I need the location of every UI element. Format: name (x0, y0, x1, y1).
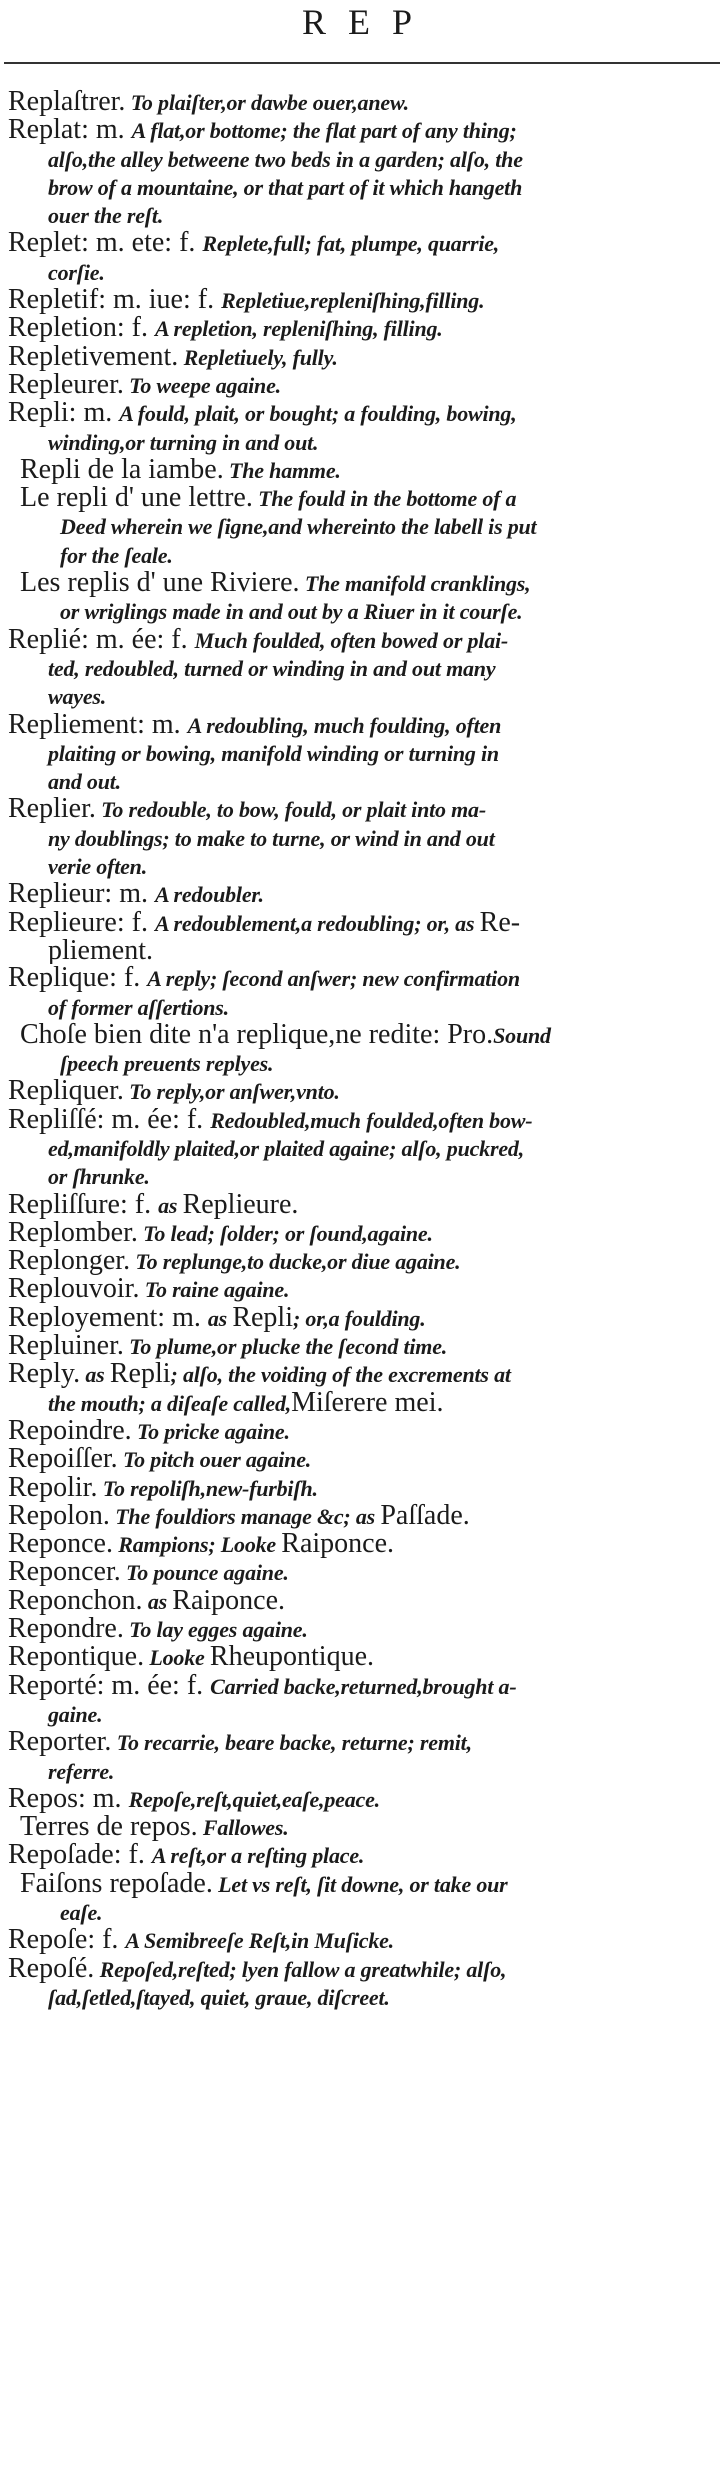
headword: Repli de la iambe. (20, 455, 224, 485)
definition-text: To replunge,to ducke,or diue againe. (130, 1249, 461, 1275)
headword: Choſe bien dite n'a replique,ne redite: Pro. (20, 1020, 494, 1050)
dictionary-entry (0, 1360, 720, 1417)
dictionary-entry (0, 1304, 720, 1332)
entry-line (8, 824, 720, 852)
dictionary-entry (0, 1247, 720, 1275)
entry-line (8, 993, 720, 1021)
grammar-text: Rheupontique. (209, 1643, 374, 1672)
headword: Reployement (8, 1303, 158, 1333)
entry-line (8, 1983, 720, 2011)
grammar-text: : f. (119, 1190, 159, 1219)
headword: Repliement (8, 710, 138, 739)
definition-text: ted, redoubled, turned or winding in and out many (48, 655, 496, 681)
entry-line (20, 1813, 720, 1841)
headword: Repoſé. (8, 1954, 95, 1983)
entry-line (8, 711, 720, 739)
headword: Reponce. (8, 1530, 113, 1559)
entry-line (8, 654, 720, 682)
definition-text: A reply; ſecond anſwer; new confirmation (147, 966, 520, 992)
dictionary-entry (0, 1474, 720, 1502)
definition-text: as (207, 1305, 233, 1331)
sub-entry (0, 1021, 720, 1078)
entry-line (8, 1643, 720, 1671)
definition-text: or ſhrunke. (48, 1164, 150, 1190)
headword: Reporter. (8, 1728, 112, 1757)
definition-text: wayes. (48, 684, 107, 710)
definition-text: A redoubler. (154, 882, 264, 908)
entry-line (8, 88, 720, 116)
grammar-text: : m. iue: f. (98, 286, 222, 315)
dictionary-entry (0, 1728, 720, 1785)
headword: Repoindre. (8, 1416, 132, 1446)
definition-text: brow of a mountaine, or that part of it which hangeth (48, 174, 523, 200)
headword: Replaſtrer. (8, 88, 126, 117)
grammar-text: : f. (109, 964, 148, 993)
headword: Reponchon. (8, 1586, 143, 1616)
dictionary-entry (0, 1106, 720, 1191)
header-rule (4, 62, 720, 64)
entry-line (8, 795, 720, 823)
definition-text: To redouble, to bow, fould, or plait into ma- (95, 797, 486, 823)
running-head: REP (301, 2, 435, 42)
headword: Repletion (8, 314, 117, 343)
entry-line (8, 1106, 720, 1134)
definition-text: as (142, 1588, 173, 1614)
definition-text: To pounce againe. (120, 1560, 289, 1586)
definition-text: A redoubling, much foulding, often (187, 712, 502, 738)
grammar-text: : m. (104, 880, 155, 909)
entry-line (8, 682, 720, 710)
headword: Repliſſure (8, 1190, 120, 1219)
entry-line (8, 1785, 720, 1813)
headword: Repletivement. (8, 342, 179, 371)
definition-text: ; alſo, the voiding of the excrements at (170, 1362, 511, 1388)
entry-line (8, 1615, 720, 1643)
headword: Replonger. (8, 1247, 131, 1276)
dictionary-entry (0, 964, 720, 1021)
definition-text: To pricke againe. (131, 1418, 290, 1444)
sub-entry (0, 1870, 720, 1927)
definition-text: A Semibreeſe Reſt,in Muſicke. (125, 1928, 394, 1954)
entry-line (8, 428, 720, 456)
entry-line (8, 1360, 720, 1388)
definition-text: Carried backe,returned,brought a- (210, 1673, 517, 1699)
definition-text: To recarrie, beare backe, returne; remit, (111, 1730, 472, 1756)
dictionary-entry (0, 1643, 720, 1671)
definition-text: To lead; ſolder; or ſound,againe. (137, 1220, 433, 1246)
sub-entry (0, 569, 720, 626)
headword: Replouvoir. (8, 1275, 140, 1304)
grammar-text: Raiponce. (172, 1586, 286, 1616)
dictionary-entry (0, 343, 720, 371)
dictionary-entry (0, 88, 720, 116)
headword: Replet (8, 229, 82, 258)
grammar-text: : m. (81, 116, 132, 145)
headword: Repontique. (8, 1643, 145, 1672)
definition-text: To plume,or plucke the ſecond time. (123, 1334, 448, 1360)
entry-line (8, 343, 720, 371)
definition-text: A fould, plait, or bought; a foulding, bowing, (119, 401, 517, 427)
definition-text: of former aſſertions. (48, 994, 229, 1020)
entry-line (8, 1530, 720, 1558)
definition-text: Looke (144, 1645, 210, 1671)
headword: Replomber. (8, 1218, 138, 1248)
dictionary-entry (0, 880, 720, 908)
dictionary-entry (0, 1530, 720, 1558)
definition-text: and out. (48, 769, 121, 795)
dictionary-entry (0, 1558, 720, 1586)
entry-line (20, 569, 720, 597)
grammar-text: Miſerere mei. (291, 1388, 444, 1417)
dictionary-entry (0, 1191, 720, 1219)
dictionary-entry (0, 1077, 720, 1105)
definition-text: Repoſe,reſt,quiet,eaſe,peace. (128, 1786, 380, 1812)
entry-line (8, 145, 720, 173)
dictionary-entry (0, 399, 720, 456)
grammar-text: : m. ée: f. (96, 1105, 211, 1134)
entry-line (8, 1474, 720, 1502)
dictionary-entry (0, 1841, 720, 1869)
definition-text: ſpeech preuents replyes. (60, 1051, 274, 1077)
headword: Le repli d' une lettre. (20, 484, 253, 513)
dictionary-entry (0, 1219, 720, 1247)
headword: Repos (8, 1784, 78, 1814)
headword: Repletif (8, 286, 99, 315)
definition-text: ny doublings; to make to turne, or wind in and out (48, 825, 495, 851)
headword: Reply. (8, 1360, 81, 1389)
entry-line (8, 1304, 720, 1332)
definition-text: To plaiſter,or dawbe ouer,anew. (125, 90, 409, 115)
headword: Reporté (8, 1671, 97, 1700)
entry-line (8, 1926, 720, 1954)
entry-line (8, 852, 720, 880)
dictionary-entry (0, 229, 720, 286)
definition-text: To raine againe. (139, 1277, 290, 1303)
entry-line (8, 1332, 720, 1360)
definition-text: A flat,or bottome; the flat part of any thing; (131, 118, 517, 144)
entry-line (8, 1558, 720, 1586)
definition-text: Deed wherein we ſigne,and whereinto the labell is put (60, 514, 537, 540)
entry-line (8, 739, 720, 767)
entry-line (8, 258, 720, 286)
definition-text: plaiting or bowing, manifold winding or turning in (48, 740, 499, 766)
definition-text: as (158, 1192, 183, 1218)
headword: Repoſade (8, 1841, 114, 1870)
headword: Replier. (8, 795, 96, 824)
entry-line (8, 1757, 720, 1785)
dictionary-entry (0, 371, 720, 399)
definition-text: alſo,the alley betweene two beds in a garden; alſo, the (48, 146, 523, 172)
entry-line (8, 964, 720, 992)
grammar-text: : f. (116, 314, 155, 343)
definition-text: To weepe againe. (123, 372, 281, 398)
definition-text: referre. (48, 1758, 115, 1784)
dictionary-entry (0, 1275, 720, 1303)
entry-line (8, 229, 720, 257)
entry-line (8, 880, 720, 908)
entry-line (8, 1191, 720, 1219)
grammar-text: Paſſade. (380, 1501, 470, 1531)
grammar-text: : m. (157, 1303, 208, 1333)
dictionary-entry (0, 286, 720, 314)
definition-text: Repletiue,repleniſhing,filling. (221, 288, 485, 314)
entry-line (8, 314, 720, 342)
dictionary-entry (0, 1445, 720, 1473)
entry-line (20, 456, 720, 484)
headword: Terres de repos. (20, 1813, 198, 1842)
entry-list (8, 88, 720, 2011)
definition-text: The fouldiors manage &c; as (109, 1503, 381, 1529)
headword: Replat (8, 116, 82, 145)
headword: Repolon. (8, 1501, 110, 1531)
grammar-text: : m. ete: f. (81, 229, 203, 258)
grammar-text: Repli (109, 1360, 171, 1389)
entry-line (8, 1134, 720, 1162)
definition-text: To pitch ouer againe. (117, 1447, 312, 1473)
entry-line (20, 1049, 720, 1077)
entry-line (8, 173, 720, 201)
sub-entry (0, 1813, 720, 1841)
headword: Repoſe (8, 1926, 88, 1955)
dictionary-entry (0, 314, 720, 342)
definition-text: The manifold cranklings, (299, 571, 531, 597)
headword: Repleurer. (8, 370, 124, 400)
dictionary-entry (0, 795, 720, 880)
entry-line (8, 1247, 720, 1275)
entry-line (20, 1898, 720, 1926)
definition-text: To lay egges againe. (123, 1617, 308, 1643)
definition-text: The hamme. (223, 457, 341, 483)
definition-text: eaſe. (60, 1900, 103, 1925)
dictionary-entry (0, 909, 720, 965)
grammar-text: Raiponce. (281, 1530, 395, 1559)
headword: Repondre. (8, 1615, 124, 1644)
entry-line (8, 1417, 720, 1445)
grammar-text: : f. (87, 1926, 126, 1955)
definition-text: ed,manifoldly plaited,or plaited againe; alſo, puckred, (48, 1135, 525, 1161)
dictionary-entry (0, 1332, 720, 1360)
entry-line (20, 597, 720, 625)
entry-line (8, 1700, 720, 1728)
entry-line (8, 1389, 720, 1417)
definition-text: The fould in the bottome of a (252, 486, 517, 512)
headword: Repluiner. (8, 1332, 124, 1361)
definition-text: winding,or turning in and out. (48, 429, 319, 455)
sub-entry (0, 484, 720, 569)
dictionary-entry (0, 1955, 720, 2012)
definition-text: Rampions; Looke (112, 1532, 282, 1558)
definition-text: Repletiuely, fully. (178, 344, 338, 370)
headword: Repliquer. (8, 1077, 124, 1106)
grammar-text: Replieure. (182, 1190, 299, 1219)
grammar-text: : f. (113, 1841, 152, 1870)
entry-line (8, 937, 720, 964)
grammar-text: : m. (78, 1784, 129, 1814)
headword: Repolir. (8, 1473, 98, 1502)
entry-line (20, 484, 720, 512)
dictionary-entry (0, 626, 720, 711)
definition-text: Let vs reſt, ſit downe, or take our (212, 1871, 508, 1897)
headword: Replieure (8, 908, 117, 937)
headword: Replieur (8, 880, 105, 909)
grammar-text: Repli (232, 1303, 293, 1333)
definition-text: for the ſeale. (60, 542, 173, 568)
entry-line (8, 1162, 720, 1190)
headword: Replique (8, 964, 110, 993)
entry-line (8, 1955, 720, 1983)
dictionary-entry (0, 1587, 720, 1615)
entry-line (20, 512, 720, 540)
entry-line (20, 541, 720, 569)
dictionary-entry (0, 711, 720, 796)
entry-line (8, 116, 720, 144)
headword: Replié (8, 625, 82, 654)
grammar-text: : m. (68, 399, 120, 428)
definition-text: Much foulded, often bowed or plai- (194, 627, 509, 653)
definition-text: Fallowes. (197, 1815, 289, 1841)
definition-text: as (80, 1362, 110, 1388)
entry-line (8, 1077, 720, 1105)
definition-text: ; or,a foulding. (293, 1305, 426, 1331)
entry-line (8, 371, 720, 399)
definition-text: ſad,ſetled,ſtayed, quiet, graue, diſcreet. (48, 1984, 390, 2010)
grammar-text: : m. ée: f. (81, 625, 195, 654)
dictionary-entry (0, 1615, 720, 1643)
headword: Repoiſſer. (8, 1445, 118, 1474)
definition-text: or wriglings made in and out by a Riuer in it courſe. (60, 599, 523, 625)
entry-line (8, 626, 720, 654)
definition-text: A repletion, repleniſhing, filling. (154, 316, 443, 342)
definition-text: verie often. (48, 854, 148, 880)
definition-text: Repoſed,reſted; lyen fallow a greatwhile; alſo, (94, 1956, 507, 1982)
entry-line (8, 1728, 720, 1756)
headword: Reponcer. (8, 1558, 121, 1587)
definition-text: To repoliſh,new-furbiſh. (97, 1475, 318, 1501)
headword: Repli (8, 399, 69, 428)
dictionary-entry (0, 1926, 720, 1954)
dictionary-entry (0, 116, 720, 229)
entry-line (8, 1841, 720, 1869)
definition-text: Sound (493, 1022, 551, 1048)
entry-line (8, 286, 720, 314)
entry-line (8, 909, 720, 937)
grammar-text: pliement. (48, 936, 153, 965)
entry-line (8, 1275, 720, 1303)
entry-line (8, 1502, 720, 1530)
entry-line (8, 1445, 720, 1473)
headword: Faiſons repoſade. (20, 1869, 213, 1898)
headword: Repliſſé (8, 1105, 97, 1134)
definition-text: gaine. (48, 1701, 103, 1727)
dictionary-entry (0, 1502, 720, 1530)
entry-line (20, 1870, 720, 1898)
definition-text: ouer the reſt. (48, 203, 164, 229)
definition-text: A reſt,or a reſting place. (151, 1843, 365, 1869)
headword: Les replis d' une Riviere. (20, 569, 300, 598)
definition-text: corſie. (48, 259, 105, 285)
entry-line (20, 1021, 720, 1049)
definition-text: A redoublement,a redoubling; or, as (154, 910, 480, 936)
definition-text: To reply,or anſwer,vnto. (123, 1079, 340, 1105)
entry-line (8, 1587, 720, 1615)
grammar-text: : m. (137, 710, 188, 739)
entry-line (8, 1672, 720, 1700)
grammar-text: : f. (116, 908, 155, 937)
entry-line (8, 1219, 720, 1247)
dictionary-entry (0, 1417, 720, 1445)
entry-line (8, 399, 720, 427)
grammar-text: : m. ée: f. (96, 1671, 211, 1700)
entry-line (8, 201, 720, 229)
grammar-text: Re- (479, 908, 521, 937)
definition-text: Redoubled,much foulded,often bow- (210, 1107, 533, 1133)
entry-line (8, 767, 720, 795)
definition-text: Replete,full; fat, plumpe, quarrie, (202, 231, 500, 257)
definition-text: the mouth; a diſeaſe called, (48, 1390, 292, 1416)
dictionary-entry (0, 1785, 720, 1813)
sub-entry (0, 456, 720, 484)
dictionary-entry (0, 1672, 720, 1729)
